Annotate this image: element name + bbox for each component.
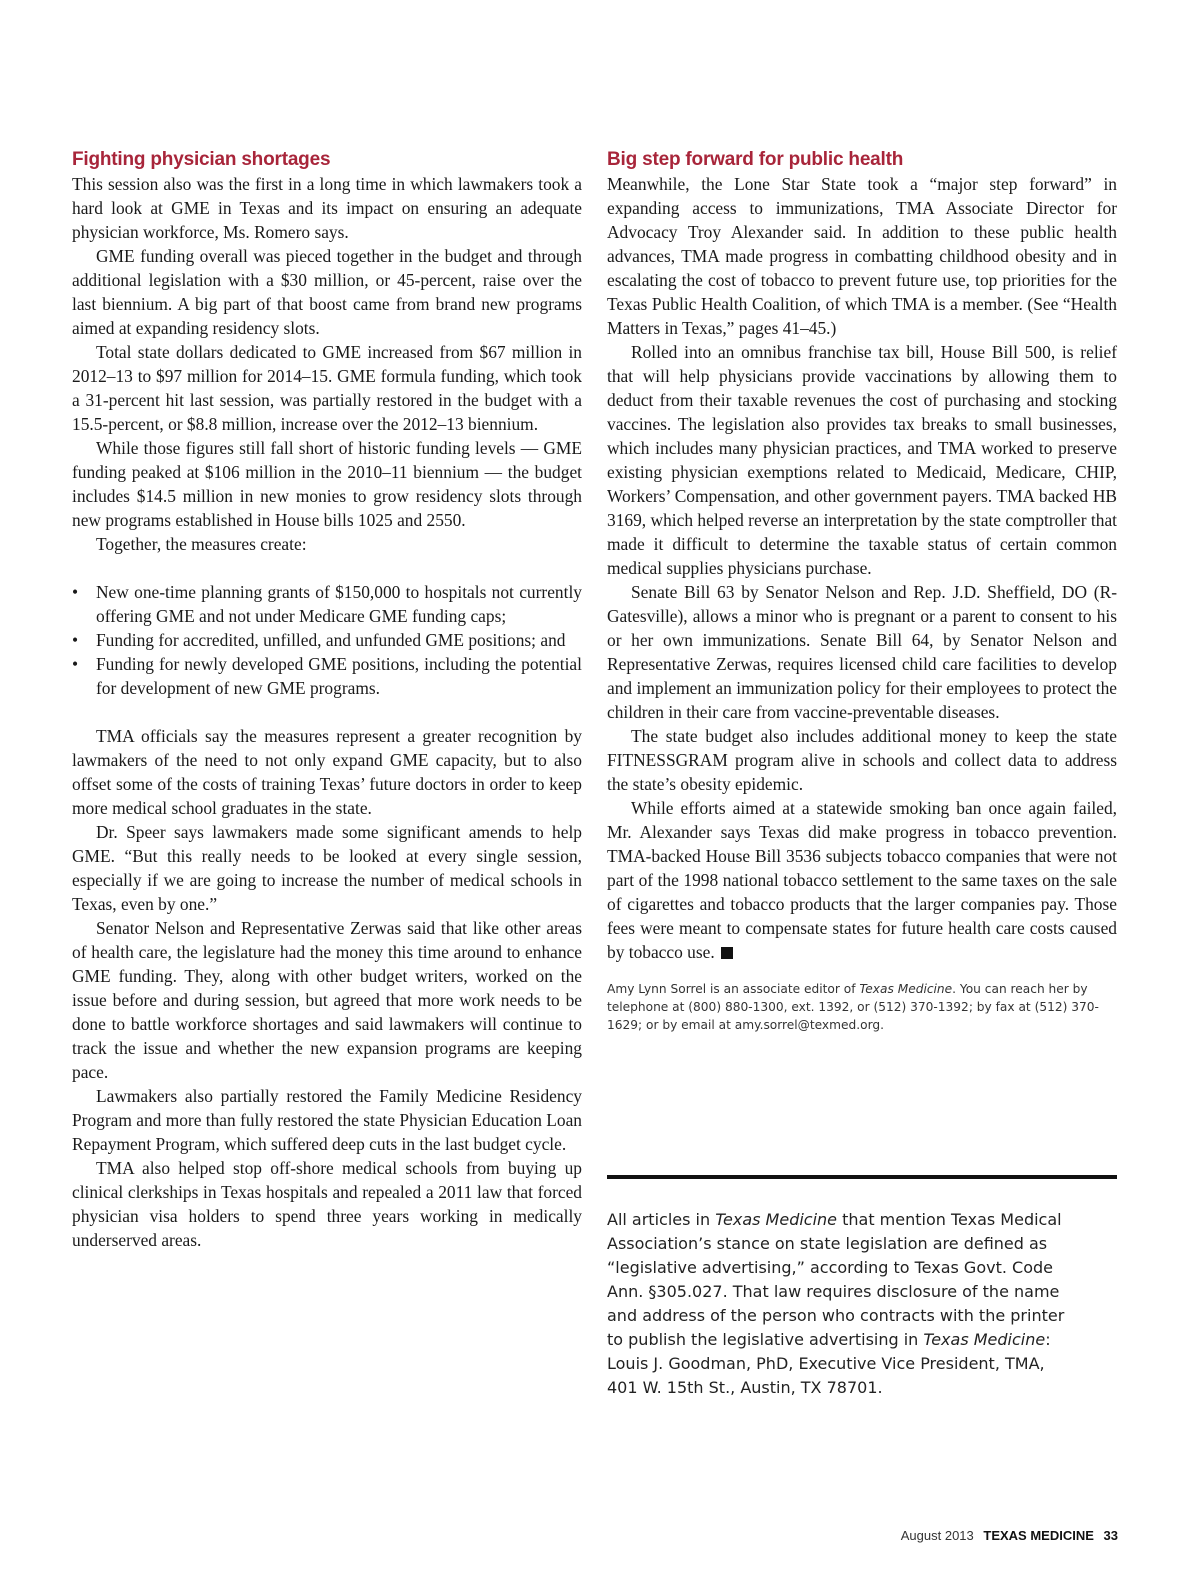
publication-name: Texas Medicine <box>923 1330 1046 1349</box>
paragraph: Dr. Speer says lawmakers made some significant amends to help GME. “But this really needs to be looked at every single session, especially if we are going to increase the number of medical schools in Texas, even by one.” <box>72 822 582 914</box>
notice-text: All articles in <box>607 1210 716 1229</box>
left-column <box>72 146 582 1252</box>
paragraph: TMA also helped stop off-shore medical schools from buying up clinical clerkships in Texas hospitals and repealed a 2011 law that forced physician visa holders to spend three years working in medically underserved areas. <box>72 1158 582 1250</box>
end-of-article-mark <box>721 947 733 959</box>
magazine-name: TEXAS MEDICINE <box>983 1528 1094 1543</box>
list-item: • Funding for newly developed GME positions, including the potential for development of new GME programs. <box>72 652 582 700</box>
bullet-list <box>72 580 582 700</box>
paragraph: Rolled into an omnibus franchise tax bill, House Bill 500, is relief that will help physicians provide vaccinations by allowing them to deduct from their taxable revenues the cost of purchasing and stocking vaccines. The legislation also provides tax breaks to small businesses, which includes many physician practices, and TMA worked to preserve existing physician exemptions related to Medicaid, Medicare, CHIP, Workers’ Compensation, and other government payers. TMA backed HB 3169, which helped reverse an interpretation by the state comptroller that made it difficult to determine the taxable status of certain common medical supplies physicians purchase. <box>607 342 1117 578</box>
spacer <box>72 700 582 724</box>
right-column <box>607 146 1117 1046</box>
paragraph: Meanwhile, the Lone Star State took a “major step forward” in expanding access to immunizations, TMA Associate Director for Advocacy Troy Alexander said. In addition to these public health advances, TMA made progress in combatting childhood obesity and in escalating the cost of tobacco to prevent future use, top priorities for the Texas Public Health Coalition, of which TMA is a member. (See “Health Matters in Texas,” pages 41–45.) <box>607 174 1117 338</box>
paragraph: While those figures still fall short of historic funding levels — GME funding peaked at $106 million in the 2010–11 biennium — the budget includes $14.5 million in new monies to grow residency slots through new programs established in House bills 1025 and 2550. <box>72 438 582 530</box>
paragraph: TMA officials say the measures represent a greater recognition by lawmakers of the need to not only expand GME capacity, but to also offset some of the costs of training Texas’ future doctors in order to keep more medical school graduates in the state. <box>72 726 582 818</box>
list-item: • Funding for accredited, unfilled, and unfunded GME positions; and <box>72 628 582 652</box>
paragraph-text: While efforts aimed at a statewide smoking ban once again failed, Mr. Alexander says Texas did make progress in tobacco prevention. TMA-backed House Bill 3536 subjects tobacco companies that were not part of the 1998 national tobacco settlement to the same taxes on the sale of cigarettes and tobacco products that the larger companies pay. Those fees were meant to compensate states for future health care costs caused by tobacco use. <box>607 798 1117 962</box>
publication-name: Texas Medicine <box>859 982 953 996</box>
paragraph: GME funding overall was pieced together in the budget and through additional legislation with a $30 million, or 45-percent, raise over the last biennium. A big part of that boost came from brand new programs aimed at expanding residency slots. <box>72 246 582 338</box>
publication-name: Texas Medicine <box>715 1210 838 1229</box>
paragraph: Senator Nelson and Representative Zerwas said that like other areas of health care, the legislature had the money this time around to enhance GME funding. They, along with other budget writers, worked on the issue before and during session, but agreed that more work needs to be done to battle workforce shortages and said lawmakers will continue to track the issue and whether the new expansion programs are keeping pace. <box>72 918 582 1082</box>
page-footer <box>901 1528 1118 1543</box>
page-number: 33 <box>1103 1528 1118 1543</box>
author-bio <box>607 980 1117 1034</box>
paragraph: This session also was the first in a long time in which lawmakers took a hard look at GME in Texas and its impact on ensuring an adequate physician workforce, Ms. Romero says. <box>72 174 582 242</box>
paragraph: Total state dollars dedicated to GME increased from $67 million in 2012–13 to $97 million for 2014–15. GME formula funding, which took a 31-percent hit last session, was partially restored in the budget with a 15.5-percent, or $8.8 million, increase over the 2012–13 biennium. <box>72 342 582 434</box>
issue-date: August 2013 <box>900 1528 974 1543</box>
notice-text: that mention Texas Medical Association’s stance on state legislation are defined as “legislative advertising,” according to Texas Govt. Code Ann. §305.027. That law requires disclosure of the name and address of the person who contracts with the printer to publish the legislative advertising in <box>607 1210 1065 1349</box>
paragraph: Senate Bill 63 by Senator Nelson and Rep. J.D. Sheffield, DO (R-Gatesville), allows a minor who is pregnant or a parent to consent to his or her own immunizations. Senate Bill 64, by Senator Nelson and Representative Zerwas, requires licensed child care facilities to develop and implement an immunization policy for their employees to protect the children in their care from vaccine-preventable diseases. <box>607 582 1117 722</box>
paragraph <box>607 796 1117 964</box>
bio-text: Amy Lynn Sorrel is an associate editor of <box>607 982 860 996</box>
list-item: • New one-time planning grants of $150,000 to hospitals not currently offering GME and not under Medicare GME funding caps; <box>72 580 582 628</box>
spacer <box>72 556 582 580</box>
section-heading-physician-shortages: Fighting physician shortages <box>72 149 331 170</box>
divider-rule <box>607 1175 1117 1179</box>
paragraph: Lawmakers also partially restored the Family Medicine Residency Program and more than fully restored the state Physician Education Loan Repayment Program, which suffered deep cuts in the last budget cycle. <box>72 1086 582 1154</box>
notice-text: : Louis J. Goodman, PhD, Executive Vice President, TMA, 401 W. 15th St., Austin, TX 78701. <box>607 1330 1051 1397</box>
paragraph: Together, the measures create: <box>96 534 307 554</box>
paragraph: The state budget also includes additional money to keep the state FITNESSGRAM program alive in schools and collect data to address the state’s obesity epidemic. <box>607 726 1117 794</box>
bio-text: . You can reach her by telephone at (800) 880-1300, ext. 1392, or (512) 370-1392; by fax at (512) 370-1629; or by email at amy.sorrel@texmed.org. <box>607 982 1099 1032</box>
section-heading-public-health: Big step forward for public health <box>607 149 904 170</box>
legislative-advertising-notice <box>607 1208 1077 1400</box>
